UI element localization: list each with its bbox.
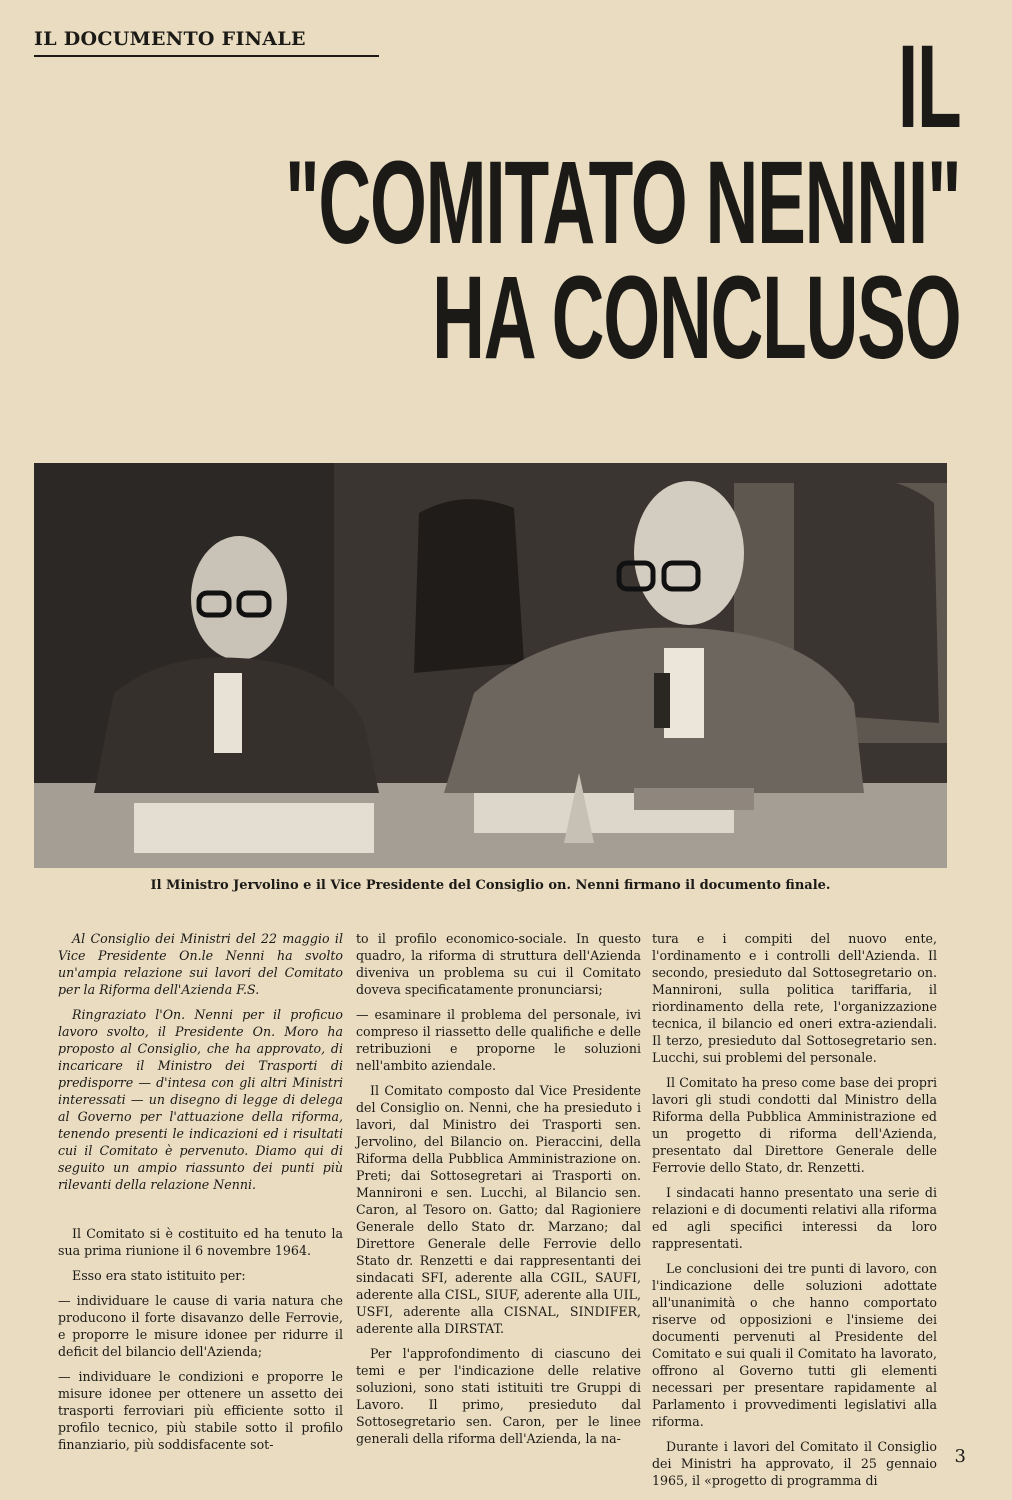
intro-paragraph: Ringraziato l'On. Nenni per il proficuo lavoro svolto, il Presidente On. Moro ha proposto al Consiglio, che ha approvato, di incaricare il Ministro dei Trasporti di predisporre — d'intesa con gli altri Ministri interessati — un disegno di legge di delega al Governo per l'attuazione della riforma, tenendo presenti le indicazioni ed i risultati cui il Comitato è pervenuto. Diamo qui di seguito un ampio riassunto dei punti più rilevanti della relazione Nenni. [58,1007,343,1192]
body-paragraph: Durante i lavori del Comitato il Consiglio dei Ministri ha approvato, il 25 gennaio 1965, il «progetto di programma di [652,1439,937,1488]
body-paragraph: Il Comitato ha preso come base dei propri lavori gli studi condotti dal Ministro della Riforma della Pubblica Amministrazione ed un progetto di riforma dell'Azienda, presentato dal Direttore Generale delle Ferrovie dello Stato, dr. Renzetti. [652,1075,937,1175]
column-3 [652,930,937,1497]
body-paragraph: — individuare le condizioni e proporre le misure idonee per ottenere un assetto dei trasporti ferroviari più efficiente sotto il profilo tecnico, più stabile sotto il profilo finanziario, più soddisfacente sot- [58,1369,343,1452]
column-1 [58,930,343,1461]
body-paragraph: tura e i compiti del nuovo ente, l'ordinamento e i controlli dell'Azienda. Il secondo, presieduto dal Sottosegretario on. Mannironi, sulla politica tariffaria, il riordinamento della rete, l'organizzazione tecnica, il bilancio ed oneri extra-aziendali. Il terzo, presieduto dal Sottosegretario sen. Lucchi, sui problemi del personale. [652,931,937,1065]
body-paragraph: to il profilo economico-sociale. In questo quadro, la riforma di struttura dell'Azienda diveniva un problema su cui il Comitato doveva specificatamente pronunciarsi; [356,931,641,997]
body-paragraph: Per l'approfondimento di ciascuno dei temi e per l'indicazione delle relative soluzioni, sono stati istituiti tre Gruppi di Lavoro. Il primo, presieduto dal Sottosegretario sen. Caron, per le linee generali della riforma dell'Azienda, la na- [356,1346,641,1446]
photo-caption: Il Ministro Jervolino e il Vice Presidente del Consiglio on. Nenni firmano il documento finale. [150,878,831,893]
intro-paragraph: Al Consiglio dei Ministri del 22 maggio il Vice Presidente On.le Nenni ha svolto un'ampia relazione sui lavori del Comitato per la Riforma dell'Azienda F.S. [58,931,343,997]
photo-signing-ceremony [34,463,947,868]
headline-line-2: "COMITATO NENNI" [284,136,960,269]
body-paragraph: I sindacati hanno presentato una serie di relazioni e di documenti relativi alla riforma ed agli specifici interessi da loro rappresentati. [652,1185,937,1251]
body-paragraph: — esaminare il problema del personale, ivi compreso il riassetto delle qualifiche e delle retribuzioni e proporne le soluzioni nell'ambito aziendale. [356,1007,641,1073]
body-paragraph: Il Comitato composto dal Vice Presidente del Consiglio on. Nenni, che ha presieduto i lavori, dal Ministro dei Trasporti sen. Jervolino, del Bilancio on. Pieraccini, della Riforma della Pubblica Amministrazione on. Preti; dai Sottosegretari ai Trasporti on. Mannironi e sen. Lucchi, al Bilancio sen. Caron, al Tesoro on. Gatto; dal Ragioniere Generale dello Stato dr. Marzano; dal Direttore Generale delle Ferrovie dello Stato dr. Renzetti e dai rappresentanti dei sindacati SFI, aderente alla CGIL, SAUFI, aderente alla CISL, SIUF, aderente alla UIL, USFI, aderente alla CISNAL, SINDIFER, aderente alla DIRSTAT. [356,1083,641,1336]
body-paragraph: Le conclusioni dei tre punti di lavoro, con l'indicazione delle soluzioni adottate all'unanimità o che hanno comportato riserve od opposizioni e l'insieme dei documenti pervenuti al Presidente del Comitato e sui quali il Comitato ha lavorato, offrono al Governo tutti gli elementi necessari per presentare rapidamente al Parlamento i provvedimenti legislativi alla riforma. [652,1261,937,1429]
headline-line-3: HA CONCLUSO [431,252,960,385]
headline-line-1: IL [897,21,960,153]
intro-block [58,930,343,1193]
column-2 [356,930,641,1455]
body-paragraph: Il Comitato si è costituito ed ha tenuto la sua prima riunione il 6 novembre 1964. [58,1226,343,1258]
photo-illustration [34,463,947,868]
headline [0,21,960,385]
page-number: 3 [954,1446,966,1467]
body-paragraph: — individuare le cause di varia natura che producono il forte disavanzo delle Ferrovie, e proporre le misure idonee per ridurre il deficit del bilancio dell'Azienda; [58,1293,343,1359]
body-paragraph: Esso era stato istituito per: [72,1268,246,1283]
section-label: IL DOCUMENTO FINALE [34,28,306,50]
